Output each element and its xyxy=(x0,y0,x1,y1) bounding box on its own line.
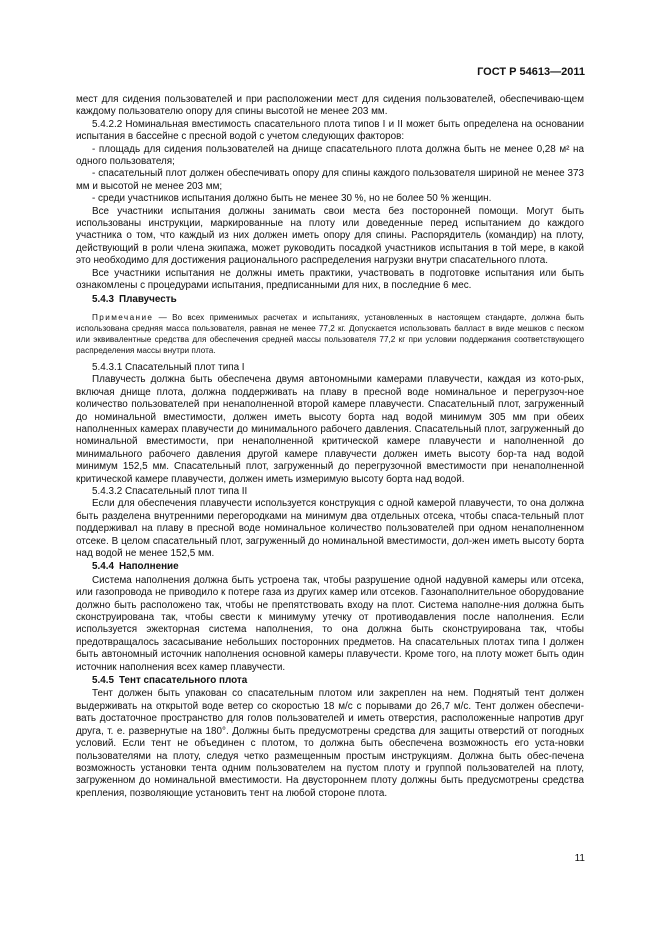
document-body xyxy=(76,94,584,800)
body-paragraph: Если для обеспечения плавучести используется конструкция с одной камерой плавучести, то она должна быть разделена внутренними перегородками на минимум два отдельных отсека, чтобы спаса-тельный плот поддерживал на плаву в пресной воде номинальное количество пользователей при одном ненаполненном отсеке. В целом спасательный плот, загруженный до номинальной вместимости, дол-жен иметь высоту борта над водой не менее 152,5 мм. xyxy=(76,498,584,559)
section-title: Тент спасательного плота xyxy=(118,675,248,687)
body-paragraph: - спасательный плот должен обеспечивать опору для спины каждого пользователя шириной не менее 373 мм и высотой не менее 203 мм; xyxy=(76,168,584,192)
section-heading xyxy=(76,294,584,306)
body-paragraph: Все участники испытания не должны иметь практики, участвовать в подготовке испытания или быть ознакомлены с процедурами испытания, предписанными для них, в последние 6 мес. xyxy=(76,267,584,292)
note-text: — Во всех применимых расчетах и испытаниях, установленных в настоящем стандарте, должна быть использована средняя масса пользователя, равная не менее 77,2 кг. Допускается использовать балласт в виде мешков с песком или эквивалентные средства для обеспечения средней массы пользователя 77,2 кг при условии поддержания соответствующего распределения массы внутри плота. xyxy=(76,312,584,355)
section-heading xyxy=(76,675,584,687)
body-paragraph: Тент должен быть упакован со спасательным плотом или закреплен на нем. Поднятый тент должен выдерживать на открытой воде ветер со скоростью 18 м/с с порывами до 26,7 м/с. Тент должен обеспечи-вать достаточное пространство для голов пользователей и иметь отверстия, расположенные напротив друг друга, т. е. развернутые на 180°. Должны быть предусмотрены средства для защиты отверстий от погодных условий. Если тент не объединен с плотом, то должна быть обеспечена возможность его уста-новки пользователями на плоту, следуя четко размещенным простым инструкциям. Должна быть обес-печена возможность установки тента одним пользователем на пустом плоту и группой пользователей на плоту, загруженном до номинальной вместимости. На двустороннем плоту должны быть предусмотрены средства крепления, позволяющие установить тент на любой стороне плота. xyxy=(76,688,584,799)
section-number: 5.4.5 xyxy=(92,675,114,687)
note-label: Примечание xyxy=(92,312,154,322)
body-paragraph: - площадь для сидения пользователей на днище спасательного плота должна быть не менее 0,28 м² на одного пользователя; xyxy=(76,143,584,168)
page-number: 11 xyxy=(574,853,585,864)
body-paragraph: - среди участников испытания должно быть не менее 30 %, но не более 50 % женщин. xyxy=(92,193,492,205)
section-title: Наполнение xyxy=(118,561,179,573)
body-paragraph: мест для сидения пользователей и при расположении мест для сидения пользователей, обеспечиваю-щем каждому пользователю опору для спины высотой не менее 203 мм. xyxy=(76,94,584,118)
section-number: 5.4.3 xyxy=(92,293,114,305)
section-number: 5.4.4 xyxy=(92,561,114,573)
body-paragraph: 5.4.3.2 Спасательный плот типа II xyxy=(92,485,248,497)
note-paragraph xyxy=(76,312,584,356)
section-title: Плавучесть xyxy=(118,293,177,305)
body-paragraph: 5.4.3.1 Спасательный плот типа I xyxy=(92,361,245,373)
body-paragraph: Система наполнения должна быть устроена так, чтобы разрушение одной надувной камеры или отсека, или газопровода не приводило к потере газа из других камер или отсеков. Газонаполнительное оборудование должно быть расположено так, чтобы не препятствовать входу на плот. Система наполне-ния должна быть сконструирована так, чтобы свести к минимуму утечку от противодавления после наполнения. Если используется эжекторная система наполнения, то она должна быть сконструирована так, чтобы предотвращалось засасывание небольших посторонних предметов. На спасательных плотах типа I должен быть автономный источник наполнения основной камеры плавучести. Кроме того, на плоту может быть один источник наполнения всех камер плавучести. xyxy=(76,574,584,673)
section-heading xyxy=(76,561,584,573)
document-header: ГОСТ Р 54613—2011 xyxy=(477,66,585,78)
body-paragraph: Все участники испытания должны занимать свои места без посторонней помощи. Могут быть использованы инструкции, маркированные на плоту или доведенные перед испытанием до каждого участника о том, что каждый из них должен иметь опору для спины. Распорядитель (командир) на плоту, действующий в роли члена экипажа, может руководить посадкой участников испытания в той мере, в какой это необходимо для достижения рационального распределения нагрузки внутри спасательного плота. xyxy=(76,205,584,267)
body-paragraph: 5.4.2.2 Номинальная вместимость спасательного плота типов I и II может быть определена на основании испытания в бассейне с пресной водой с учетом следующих факторов: xyxy=(76,118,584,143)
body-paragraph: Плавучесть должна быть обеспечена двумя автономными камерами плавучести, каждая из кото-рых, включая днище плота, должна поддерживать на плаву в пресной воде номинальное и перегрузоч-ное количество пользователей при ненаполненной второй камере плавучести. Спасательный плот, загруженный до номинальной вместимости, должен иметь высоту борта над водой минимум 305 мм при обеих наполненных камерах плавучести до минимального рабочего давления. Спасательный плот, загруженный до номинальной вместимости, при ненаполненной критической камере плавучести и наполненной до минимального рабочего давления другой камере плавучести должен иметь высоту бор-та над водой минимум 152,5 мм. Спасательный плот, загруженный до перегрузочной вместимости при ненаполненной критической камере плавучести, должен иметь измеримую высоту борта над водой. xyxy=(76,374,584,485)
